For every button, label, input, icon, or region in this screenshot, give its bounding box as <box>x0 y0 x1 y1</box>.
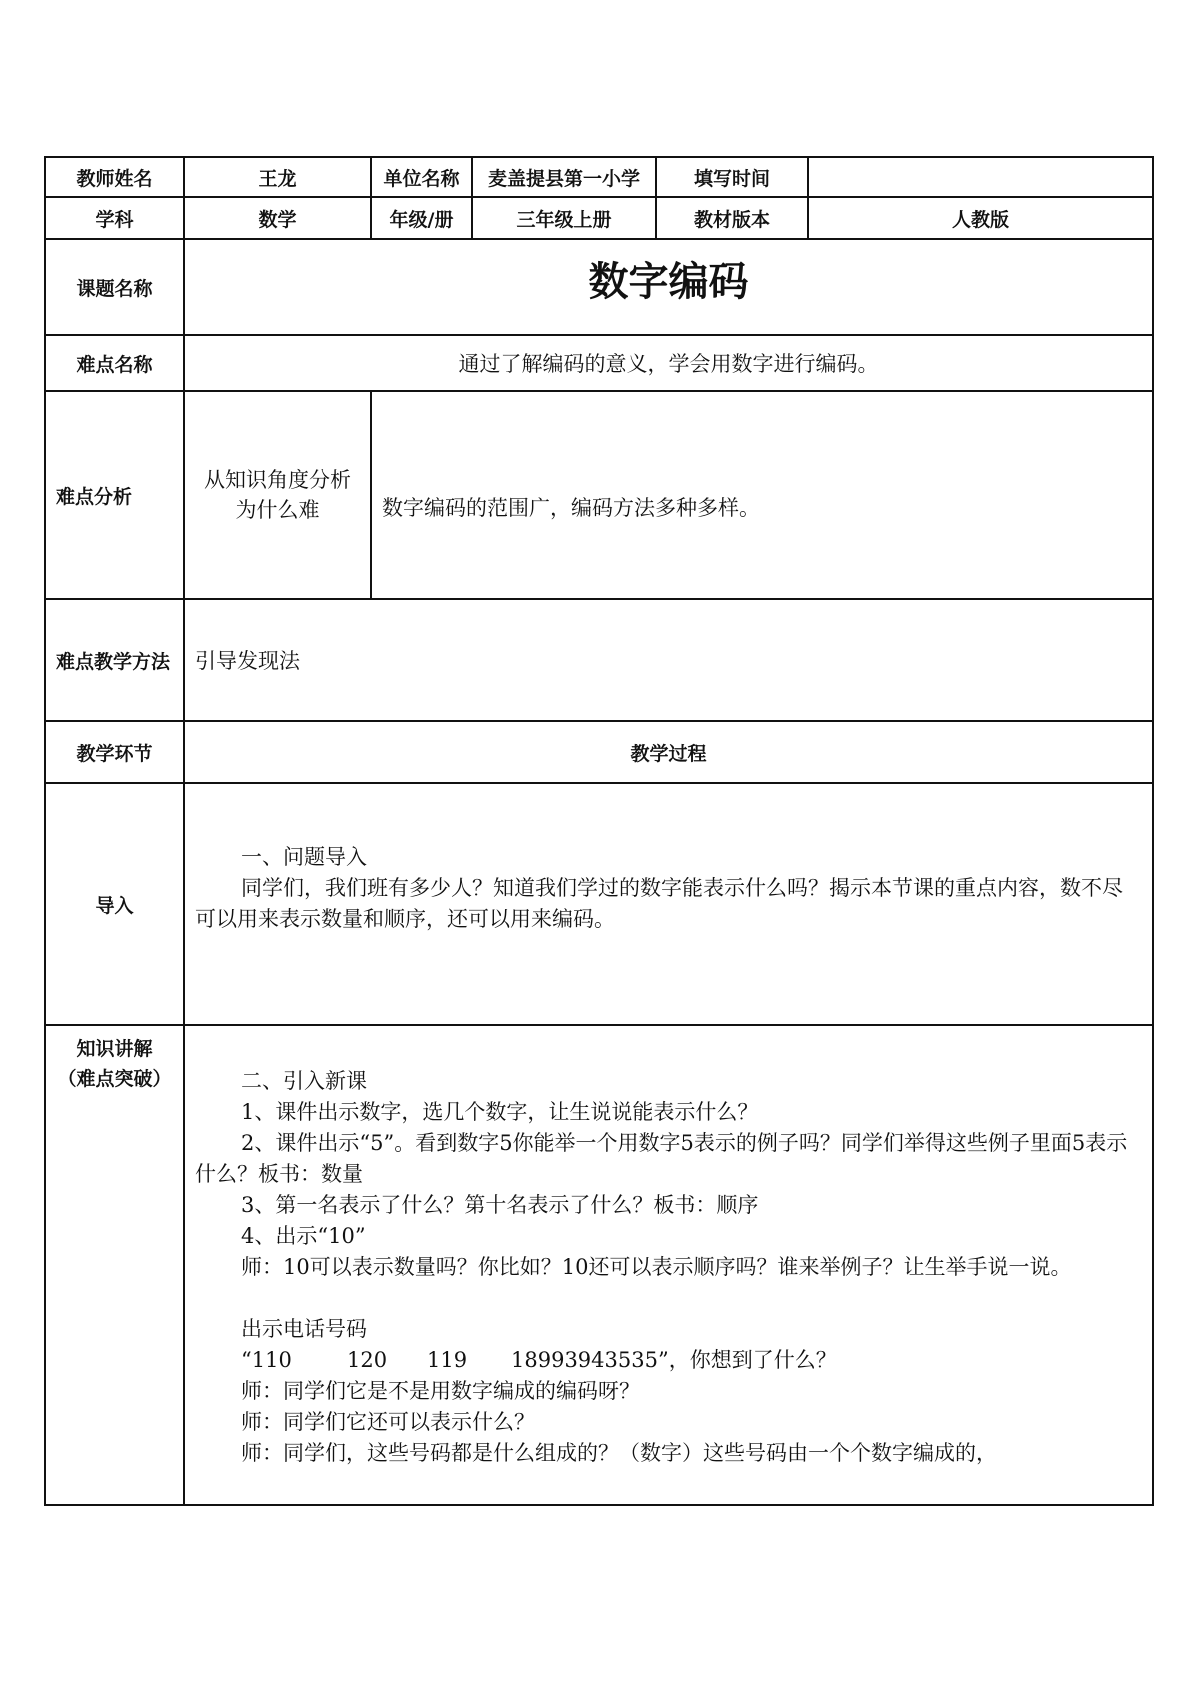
knowledge-label <box>45 1025 184 1505</box>
knowledge-line: 出示电话号码 <box>241 1317 367 1341</box>
subject-value: 数学 <box>184 197 371 239</box>
date-value <box>808 157 1153 197</box>
method-row <box>45 599 1153 721</box>
knowledge-content <box>184 1025 1153 1505</box>
stage-header: 教学环节 <box>45 721 184 783</box>
topic-title: 数字编码 <box>184 239 1153 335</box>
phone-number: “110 <box>241 1348 292 1372</box>
blank-line <box>195 1283 1142 1314</box>
knowledge-line: 4、出示“10” <box>241 1224 366 1248</box>
teacher-label: 教师姓名 <box>45 157 184 197</box>
unit-label: 单位名称 <box>371 157 472 197</box>
phone-number: 120 <box>347 1348 388 1372</box>
edition-label: 教材版本 <box>656 197 808 239</box>
knowledge-line: 二、引入新课 <box>241 1069 367 1093</box>
date-label: 填写时间 <box>656 157 808 197</box>
intro-line: 同学们，我们班有多少人？知道我们学过的数字能表示什么吗？揭示本节课的重点内容，数不尽可以用来表示数量和顺序，还可以用来编码。 <box>195 876 1123 931</box>
difficulty-value: 通过了解编码的意义，学会用数字进行编码。 <box>184 335 1153 391</box>
intro-label: 导入 <box>45 783 184 1025</box>
process-header-row <box>45 721 1153 783</box>
knowledge-line: 师：同学们它是不是用数字编成的编码呀？ <box>241 1379 640 1403</box>
knowledge-row <box>45 1025 1153 1505</box>
lesson-plan-page <box>44 156 1152 1510</box>
analysis-row <box>45 391 1153 599</box>
teacher-value: 王龙 <box>184 157 371 197</box>
analysis-sub-label: 从知识角度分析为什么难 <box>184 391 371 599</box>
difficulty-row <box>45 335 1153 391</box>
phone-number: 18993943535”，你想到了什么？ <box>511 1348 837 1372</box>
subject-label: 学科 <box>45 197 184 239</box>
knowledge-line: 师：同学们它还可以表示什么？ <box>241 1410 535 1434</box>
knowledge-line: 2、课件出示“5”。看到数字5你能举一个用数字5表示的例子吗？同学们举得这些例子里面5表示什么？板书：数量 <box>195 1131 1128 1186</box>
phone-number: 119 <box>427 1348 468 1372</box>
knowledge-label-line2: （难点突破） <box>57 1068 172 1090</box>
unit-value: 麦盖提县第一小学 <box>472 157 656 197</box>
analysis-label: 难点分析 <box>45 391 184 599</box>
knowledge-line: 1、课件出示数字，选几个数字，让生说说能表示什么？ <box>241 1100 759 1124</box>
knowledge-line: 3、第一名表示了什么？第十名表示了什么？板书：顺序 <box>241 1193 759 1217</box>
intro-row <box>45 783 1153 1025</box>
knowledge-label-line1: 知识讲解 <box>76 1038 153 1060</box>
analysis-value: 数字编码的范围广，编码方法多种多样。 <box>371 391 1153 599</box>
method-value: 引导发现法 <box>184 599 1153 721</box>
intro-line: 一、问题导入 <box>241 845 367 869</box>
process-header: 教学过程 <box>184 721 1153 783</box>
header-row-1 <box>45 157 1153 197</box>
topic-row <box>45 239 1153 335</box>
topic-label: 课题名称 <box>45 239 184 335</box>
intro-content <box>184 783 1153 1025</box>
knowledge-line: 师：同学们，这些号码都是什么组成的？（数字）这些号码由一个个数字编成的， <box>241 1441 997 1465</box>
phone-numbers-line <box>195 1345 1142 1376</box>
lesson-plan-table <box>44 156 1154 1506</box>
edition-value: 人教版 <box>808 197 1153 239</box>
grade-value: 三年级上册 <box>472 197 656 239</box>
knowledge-line: 师：10可以表示数量吗？你比如？10还可以表示顺序吗？谁来举例子？让生举手说一说。 <box>241 1255 1072 1279</box>
method-label: 难点教学方法 <box>45 599 184 721</box>
header-row-2 <box>45 197 1153 239</box>
difficulty-label: 难点名称 <box>45 335 184 391</box>
grade-label: 年级/册 <box>371 197 472 239</box>
